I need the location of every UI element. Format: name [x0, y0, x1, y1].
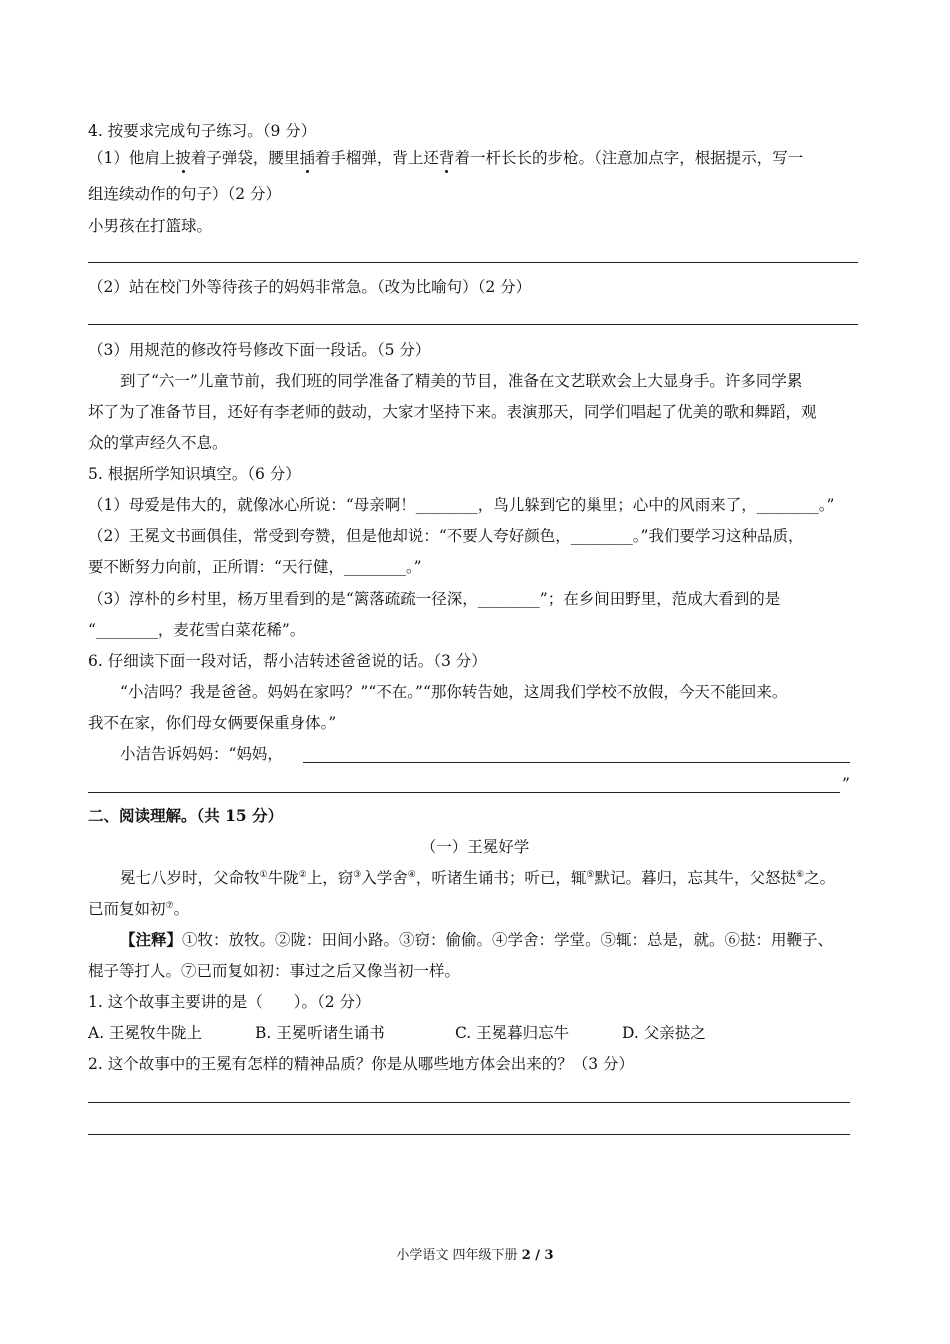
passage-line: [120, 868, 835, 888]
q6-dialog-line: “小洁吗？我是爸爸。妈妈在家吗？”“不在。”“那你转告她，这周我们学校不放假，今天不能回来。: [120, 683, 788, 701]
q4-paragraph-line: 众的掌声经久不息。: [88, 434, 228, 452]
passage-text: ，听诸生诵书；听已，辄: [415, 869, 587, 887]
q5-line: （2）王冕文书画俱佳，常受到夸赞，但是他却说：“不要人夸好颜色，________。”我们要学习这种品质，: [88, 527, 804, 545]
passage-title: （一）王冕好学: [420, 838, 530, 856]
passage-text: 牛陇: [267, 869, 299, 887]
q4-part1-text: 着手榴弹，背上还: [314, 149, 439, 167]
q4-part2: （2）站在校门外等待孩子的妈妈非常急。（改为比喻句）（2 分）: [88, 278, 532, 296]
footnote-mark: ①: [259, 869, 268, 880]
page-number: 2 / 3: [521, 1248, 554, 1263]
q4-part1-text: 着子弹袋，腰里: [190, 149, 300, 167]
option-c[interactable]: C. 王冕暮归忘牛: [455, 1024, 570, 1042]
passage-text: 上，窃: [306, 869, 354, 887]
dotted-char: 插: [299, 149, 315, 167]
q5-line: “________，麦花雪白菜花稀”。: [88, 621, 306, 639]
q4-part1-given: 小男孩在打篮球。: [88, 217, 213, 235]
passage-line: [88, 899, 189, 919]
footnote-mark: ③: [353, 869, 362, 880]
q4-part3: （3）用规范的修改符号修改下面一段话。（5 分）: [88, 341, 431, 359]
q4-part1-line1: [88, 148, 803, 168]
closing-quote: ”: [842, 775, 850, 793]
reading-q1: 1. 这个故事主要讲的是（ ）。（2 分）: [88, 993, 371, 1011]
annotation-text: ①牧：放牧。②陇：田间小路。③窃：偷偷。④学舍：学堂。⑤辄：总是，就。⑥挞：用鞭子、: [182, 931, 834, 949]
passage-text: 冕七八岁时，父命牧: [120, 869, 260, 887]
q6-answer-prompt: 小洁告诉妈妈：“妈妈，: [120, 745, 283, 763]
q5-title: 5. 根据所学知识填空。（6 分）: [88, 465, 301, 483]
option-b[interactable]: B. 王冕听诸生诵书: [255, 1024, 385, 1042]
dotted-char: 披: [175, 149, 191, 167]
footnote-mark: ⑤: [586, 869, 595, 880]
annotation-line: [120, 930, 833, 950]
q5-line: （1）母爱是伟大的，就像冰心所说：“母亲啊！________，鸟儿躲到它的巢里；心中的风雨来了，________。”: [88, 496, 835, 514]
passage-text: 。: [173, 900, 190, 918]
passage-text: 默记。暮归，忘其牛，父怒挞: [594, 869, 796, 887]
q4-part1-line2: 组连续动作的句子）（2 分）: [88, 185, 282, 203]
annotation-head: 【注释】: [120, 930, 183, 949]
section2-title: 二、阅读理解。（共 15 分）: [88, 806, 284, 825]
footnote-mark: ⑥: [795, 869, 805, 880]
answer-line[interactable]: [88, 1134, 850, 1135]
passage-text: 入学舍: [361, 869, 408, 887]
reading-q2: 2. 这个故事中的王冕有怎样的精神品质？你是从哪些地方体会出来的？（3 分）: [88, 1055, 635, 1073]
footnote-mark: ②: [298, 869, 307, 880]
passage-text: 之。: [804, 869, 836, 887]
footnote-mark: ⑦: [165, 900, 174, 911]
option-d[interactable]: D. 父亲挞之: [622, 1024, 706, 1042]
q4-paragraph-line: 坏了为了准备节目，还好有李老师的鼓动，大家才坚持下来。表演那天，同学们唱起了优美的歌和舞蹈，观: [88, 403, 817, 421]
answer-line[interactable]: [303, 762, 850, 763]
footnote-mark: ④: [407, 869, 416, 880]
passage-text: 已而复如初: [88, 900, 166, 918]
answer-line[interactable]: [88, 324, 858, 325]
q4-paragraph-line: 到了“六一”儿童节前，我们班的同学准备了精美的节目，准备在文艺联欢会上大显身手。许多同学累: [120, 372, 803, 390]
option-a[interactable]: A. 王冕牧牛陇上: [88, 1024, 203, 1042]
q4-part1-text: （1）他肩上: [88, 149, 176, 167]
q6-title: 6. 仔细读下面一段对话，帮小洁转述爸爸说的话。（3 分）: [88, 652, 487, 670]
q4-part1-text: 着一杆长长的步枪。（注意加点字，根据提示，写一: [454, 149, 804, 167]
q5-line: 要不断努力向前，正所谓：“天行健，________。”: [88, 558, 422, 576]
dotted-char: 背: [438, 149, 455, 167]
q4-title: 4. 按要求完成句子练习。（9 分）: [88, 122, 317, 140]
q5-line: （3）淳朴的乡村里，杨万里看到的是“篱落疏疏一径深，________”；在乡间田野里，范成大看到的是: [88, 590, 781, 608]
q6-dialog-line: 我不在家，你们母女俩要保重身体。”: [88, 714, 337, 732]
answer-line[interactable]: [88, 262, 858, 263]
footer-text: 小学语文 四年级下册: [396, 1248, 522, 1263]
page-footer: [0, 1246, 950, 1266]
annotation-line: 棍子等打人。⑦已而复如初：事过之后又像当初一样。: [88, 962, 461, 980]
answer-line[interactable]: [88, 792, 840, 793]
answer-line[interactable]: [88, 1102, 850, 1103]
